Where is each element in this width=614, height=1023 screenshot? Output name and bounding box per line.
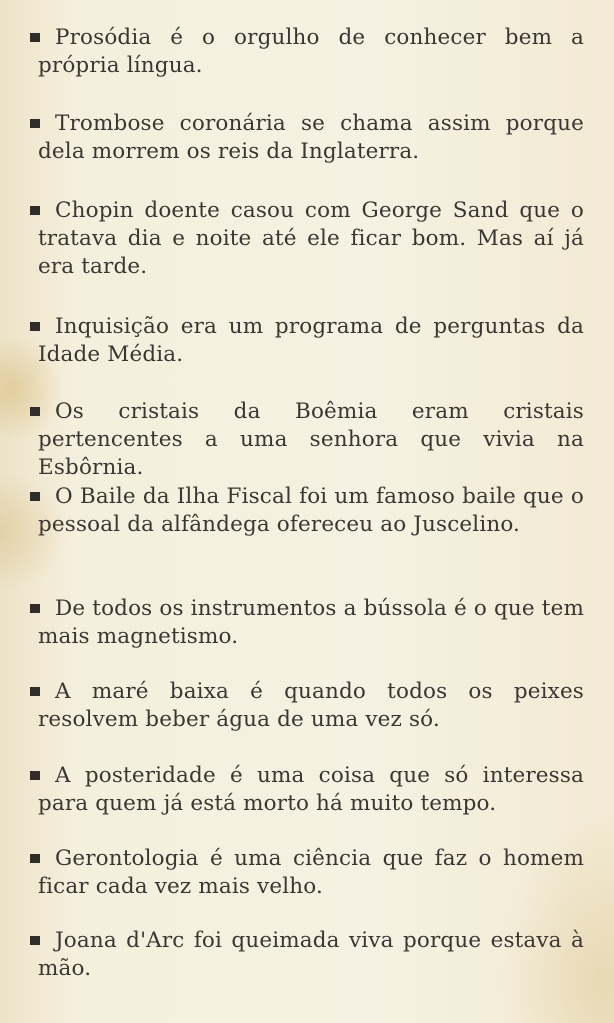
square-bullet-icon: [30, 854, 40, 863]
list-item: [38, 313, 584, 369]
list-item: [38, 927, 584, 983]
entry-text: Prosódia é o orgulho de conhecer bem a própria língua.: [38, 25, 584, 78]
list-item: [38, 398, 584, 482]
entry-text: O Baile da Ilha Fiscal foi um famoso baile que o pessoal da alfândega ofereceu ao Juscelino.: [38, 484, 584, 537]
entry-text: Os cristais da Boêmia eram cristais pertencentes a uma senhora que vivia na Esbôrnia.: [38, 399, 584, 480]
list-item: [38, 845, 584, 901]
entry-text: Trombose coronária se chama assim porque dela morrem os reis da Inglaterra.: [38, 111, 584, 164]
square-bullet-icon: [30, 206, 40, 215]
square-bullet-icon: [30, 322, 40, 331]
list-item: [38, 24, 584, 80]
entry-text: Gerontologia é uma ciência que faz o homem ficar cada vez mais velho.: [38, 846, 584, 899]
square-bullet-icon: [30, 687, 40, 696]
entry-text: Inquisição era um programa de perguntas da Idade Média.: [38, 314, 584, 367]
list-item: [38, 197, 584, 281]
entry-text: De todos os instrumentos a bússola é o que tem mais magnetismo.: [38, 596, 584, 649]
square-bullet-icon: [30, 604, 40, 613]
list-item: [38, 483, 584, 539]
entry-text: Chopin doente casou com George Sand que o tratava dia e noite até ele ficar bom. Mas aí já era tarde.: [38, 198, 584, 279]
square-bullet-icon: [30, 119, 40, 128]
entry-text: Joana d'Arc foi queimada viva porque estava à mão.: [38, 928, 584, 981]
list-item: [38, 678, 584, 734]
list-item: [38, 595, 584, 651]
square-bullet-icon: [30, 407, 40, 416]
list-item: [38, 110, 584, 166]
square-bullet-icon: [30, 33, 40, 42]
list-item: [38, 762, 584, 818]
square-bullet-icon: [30, 936, 40, 945]
entry-text: A posteridade é uma coisa que só interessa para quem já está morto há muito tempo.: [38, 763, 584, 816]
square-bullet-icon: [30, 492, 40, 501]
entry-text: A maré baixa é quando todos os peixes resolvem beber água de uma vez só.: [38, 679, 584, 732]
square-bullet-icon: [30, 771, 40, 780]
